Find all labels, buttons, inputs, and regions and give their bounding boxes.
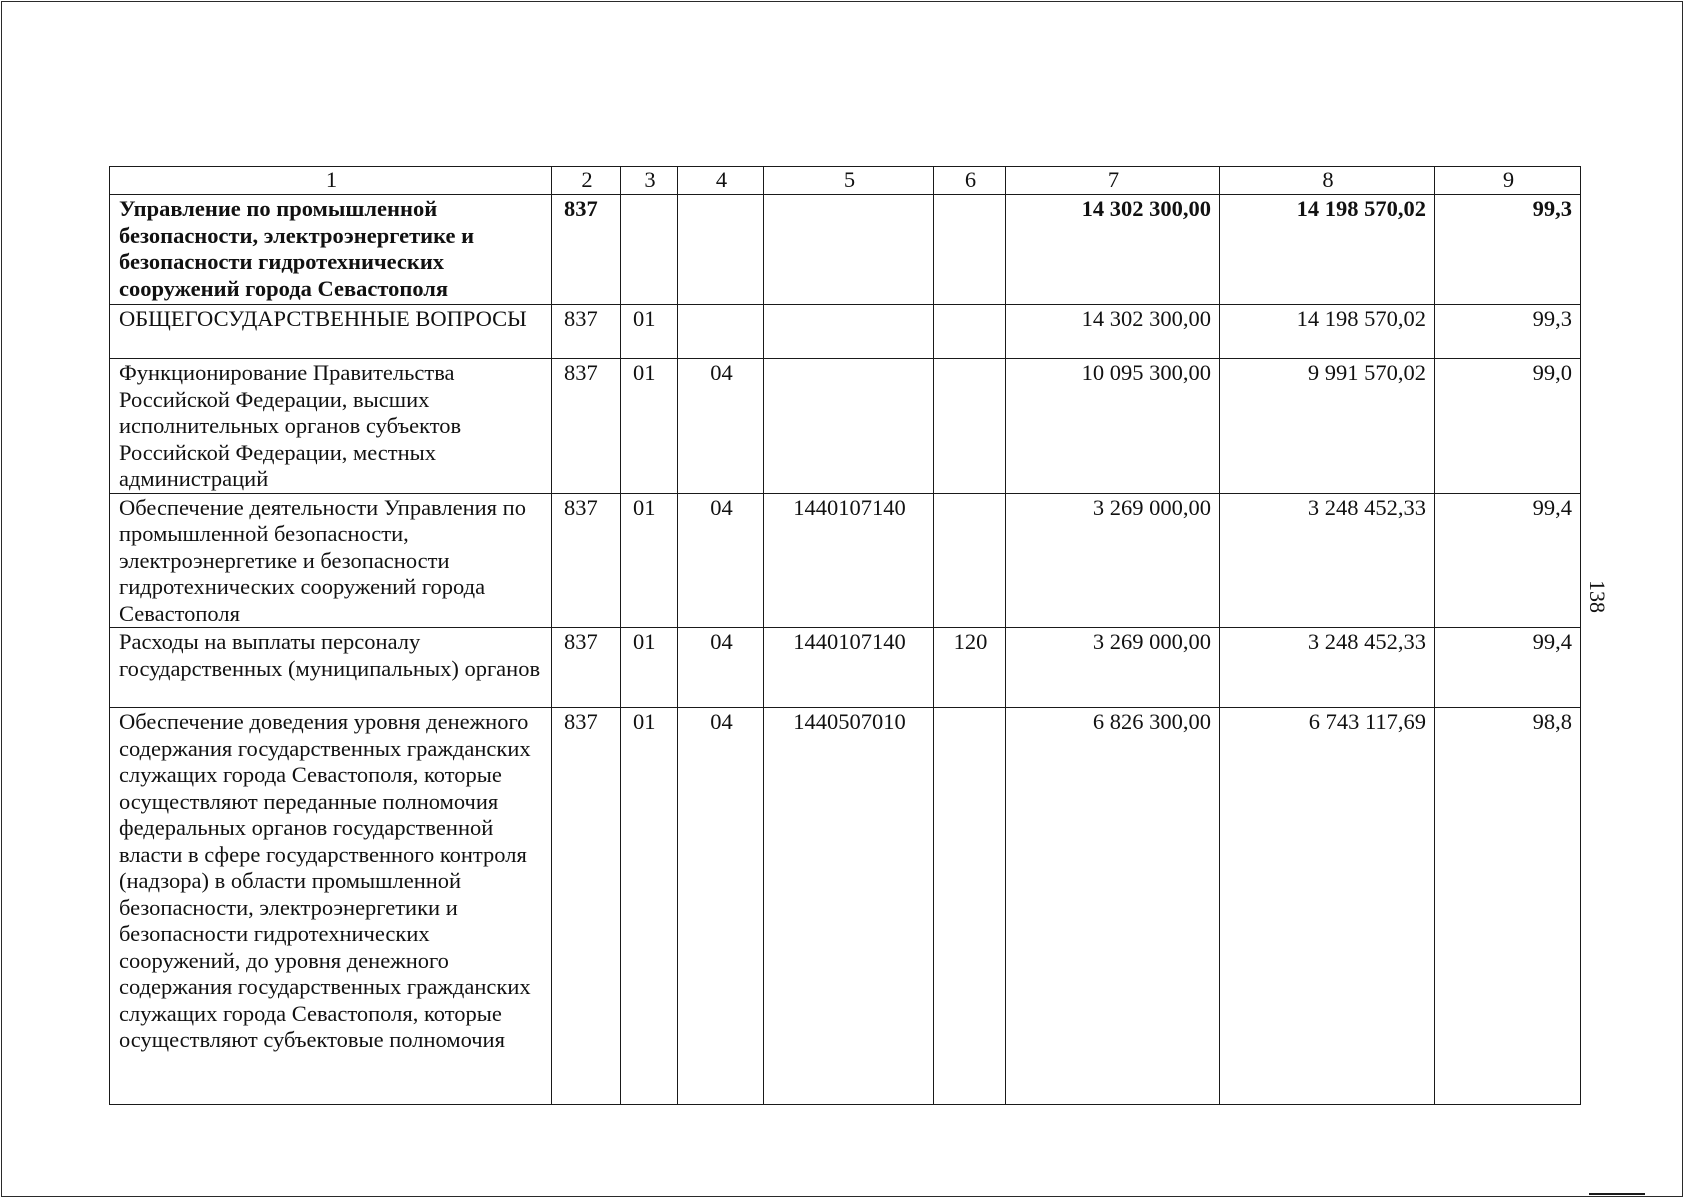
- target-item-code: 1440107140: [764, 493, 934, 628]
- department-code: 837: [552, 195, 621, 305]
- item-name: Расходы на выплаты персоналу государственных (муниципальных) органов: [110, 628, 552, 708]
- expense-type-code: [934, 195, 1006, 305]
- approved-amount: 10 095 300,00: [1006, 359, 1220, 494]
- column-header-6: 6: [934, 167, 1006, 195]
- target-item-code: [764, 195, 934, 305]
- executed-amount: 14 198 570,02: [1220, 305, 1435, 359]
- budget-table: [109, 166, 1581, 1105]
- target-item-code: 1440507010: [764, 708, 934, 1105]
- section-code: [621, 195, 678, 305]
- expense-type-code: [934, 305, 1006, 359]
- table-row: [110, 493, 1581, 628]
- column-header-9: 9: [1435, 167, 1581, 195]
- item-name: Обеспечение деятельности Управления по промышленной безопасности, электроэнергетике и безопасности гидротехнических сооружений города Севастополя: [110, 493, 552, 628]
- execution-percent: 99,3: [1435, 195, 1581, 305]
- executed-amount: 3 248 452,33: [1220, 493, 1435, 628]
- approved-amount: 14 302 300,00: [1006, 305, 1220, 359]
- department-code: 837: [552, 359, 621, 494]
- expense-type-code: 120: [934, 628, 1006, 708]
- column-header-4: 4: [678, 167, 764, 195]
- expense-type-code: [934, 359, 1006, 494]
- approved-amount: 3 269 000,00: [1006, 493, 1220, 628]
- item-name: Функционирование Правительства Российской Федерации, высших исполнительных органов субъектов Российской Федерации, местных администраций: [110, 359, 552, 494]
- target-item-code: [764, 305, 934, 359]
- department-code: 837: [552, 305, 621, 359]
- table-row: [110, 628, 1581, 708]
- target-item-code: 1440107140: [764, 628, 934, 708]
- execution-percent: 99,0: [1435, 359, 1581, 494]
- table-row: [110, 195, 1581, 305]
- executed-amount: 3 248 452,33: [1220, 628, 1435, 708]
- approved-amount: 3 269 000,00: [1006, 628, 1220, 708]
- table-row: [110, 708, 1581, 1105]
- table-row: [110, 359, 1581, 494]
- column-header-8: 8: [1220, 167, 1435, 195]
- column-header-2: 2: [552, 167, 621, 195]
- execution-percent: 99,3: [1435, 305, 1581, 359]
- item-name: ОБЩЕГОСУДАРСТВЕННЫЕ ВОПРОСЫ: [110, 305, 552, 359]
- approved-amount: 6 826 300,00: [1006, 708, 1220, 1105]
- subsection-code: 04: [678, 493, 764, 628]
- subsection-code: 04: [678, 359, 764, 494]
- column-header-1: 1: [110, 167, 552, 195]
- target-item-code: [764, 359, 934, 494]
- subsection-code: 04: [678, 708, 764, 1105]
- item-name: Управление по промышленной безопасности, электроэнергетике и безопасности гидротехнических сооружений города Севастополя: [110, 195, 552, 305]
- scan-edge-mark: [1589, 1193, 1645, 1195]
- section-code: 01: [621, 493, 678, 628]
- department-code: 837: [552, 628, 621, 708]
- expense-type-code: [934, 493, 1006, 628]
- item-name: Обеспечение доведения уровня денежного содержания государственных гражданских служащих города Севастополя, которые осуществляют переданные полномочия федеральных органов государственной власти в сфере государственного контроля (надзора) в области промышленной безопасности, электроэнергетики и безопасности гидротехнических сооружений, до уровня денежного содержания государственных гражданских служащих города Севастополя, которые осуществляют субъектовые полномочия: [110, 708, 552, 1105]
- section-code: 01: [621, 708, 678, 1105]
- department-code: 837: [552, 708, 621, 1105]
- executed-amount: 6 743 117,69: [1220, 708, 1435, 1105]
- column-header-7: 7: [1006, 167, 1220, 195]
- page-number: 138: [1585, 580, 1610, 613]
- execution-percent: 99,4: [1435, 493, 1581, 628]
- expense-type-code: [934, 708, 1006, 1105]
- section-code: 01: [621, 305, 678, 359]
- approved-amount: 14 302 300,00: [1006, 195, 1220, 305]
- section-code: 01: [621, 628, 678, 708]
- execution-percent: 98,8: [1435, 708, 1581, 1105]
- subsection-code: [678, 305, 764, 359]
- column-header-3: 3: [621, 167, 678, 195]
- subsection-code: [678, 195, 764, 305]
- column-number-row: [110, 167, 1581, 195]
- column-header-5: 5: [764, 167, 934, 195]
- table-row: [110, 305, 1581, 359]
- subsection-code: 04: [678, 628, 764, 708]
- executed-amount: 14 198 570,02: [1220, 195, 1435, 305]
- section-code: 01: [621, 359, 678, 494]
- executed-amount: 9 991 570,02: [1220, 359, 1435, 494]
- execution-percent: 99,4: [1435, 628, 1581, 708]
- department-code: 837: [552, 493, 621, 628]
